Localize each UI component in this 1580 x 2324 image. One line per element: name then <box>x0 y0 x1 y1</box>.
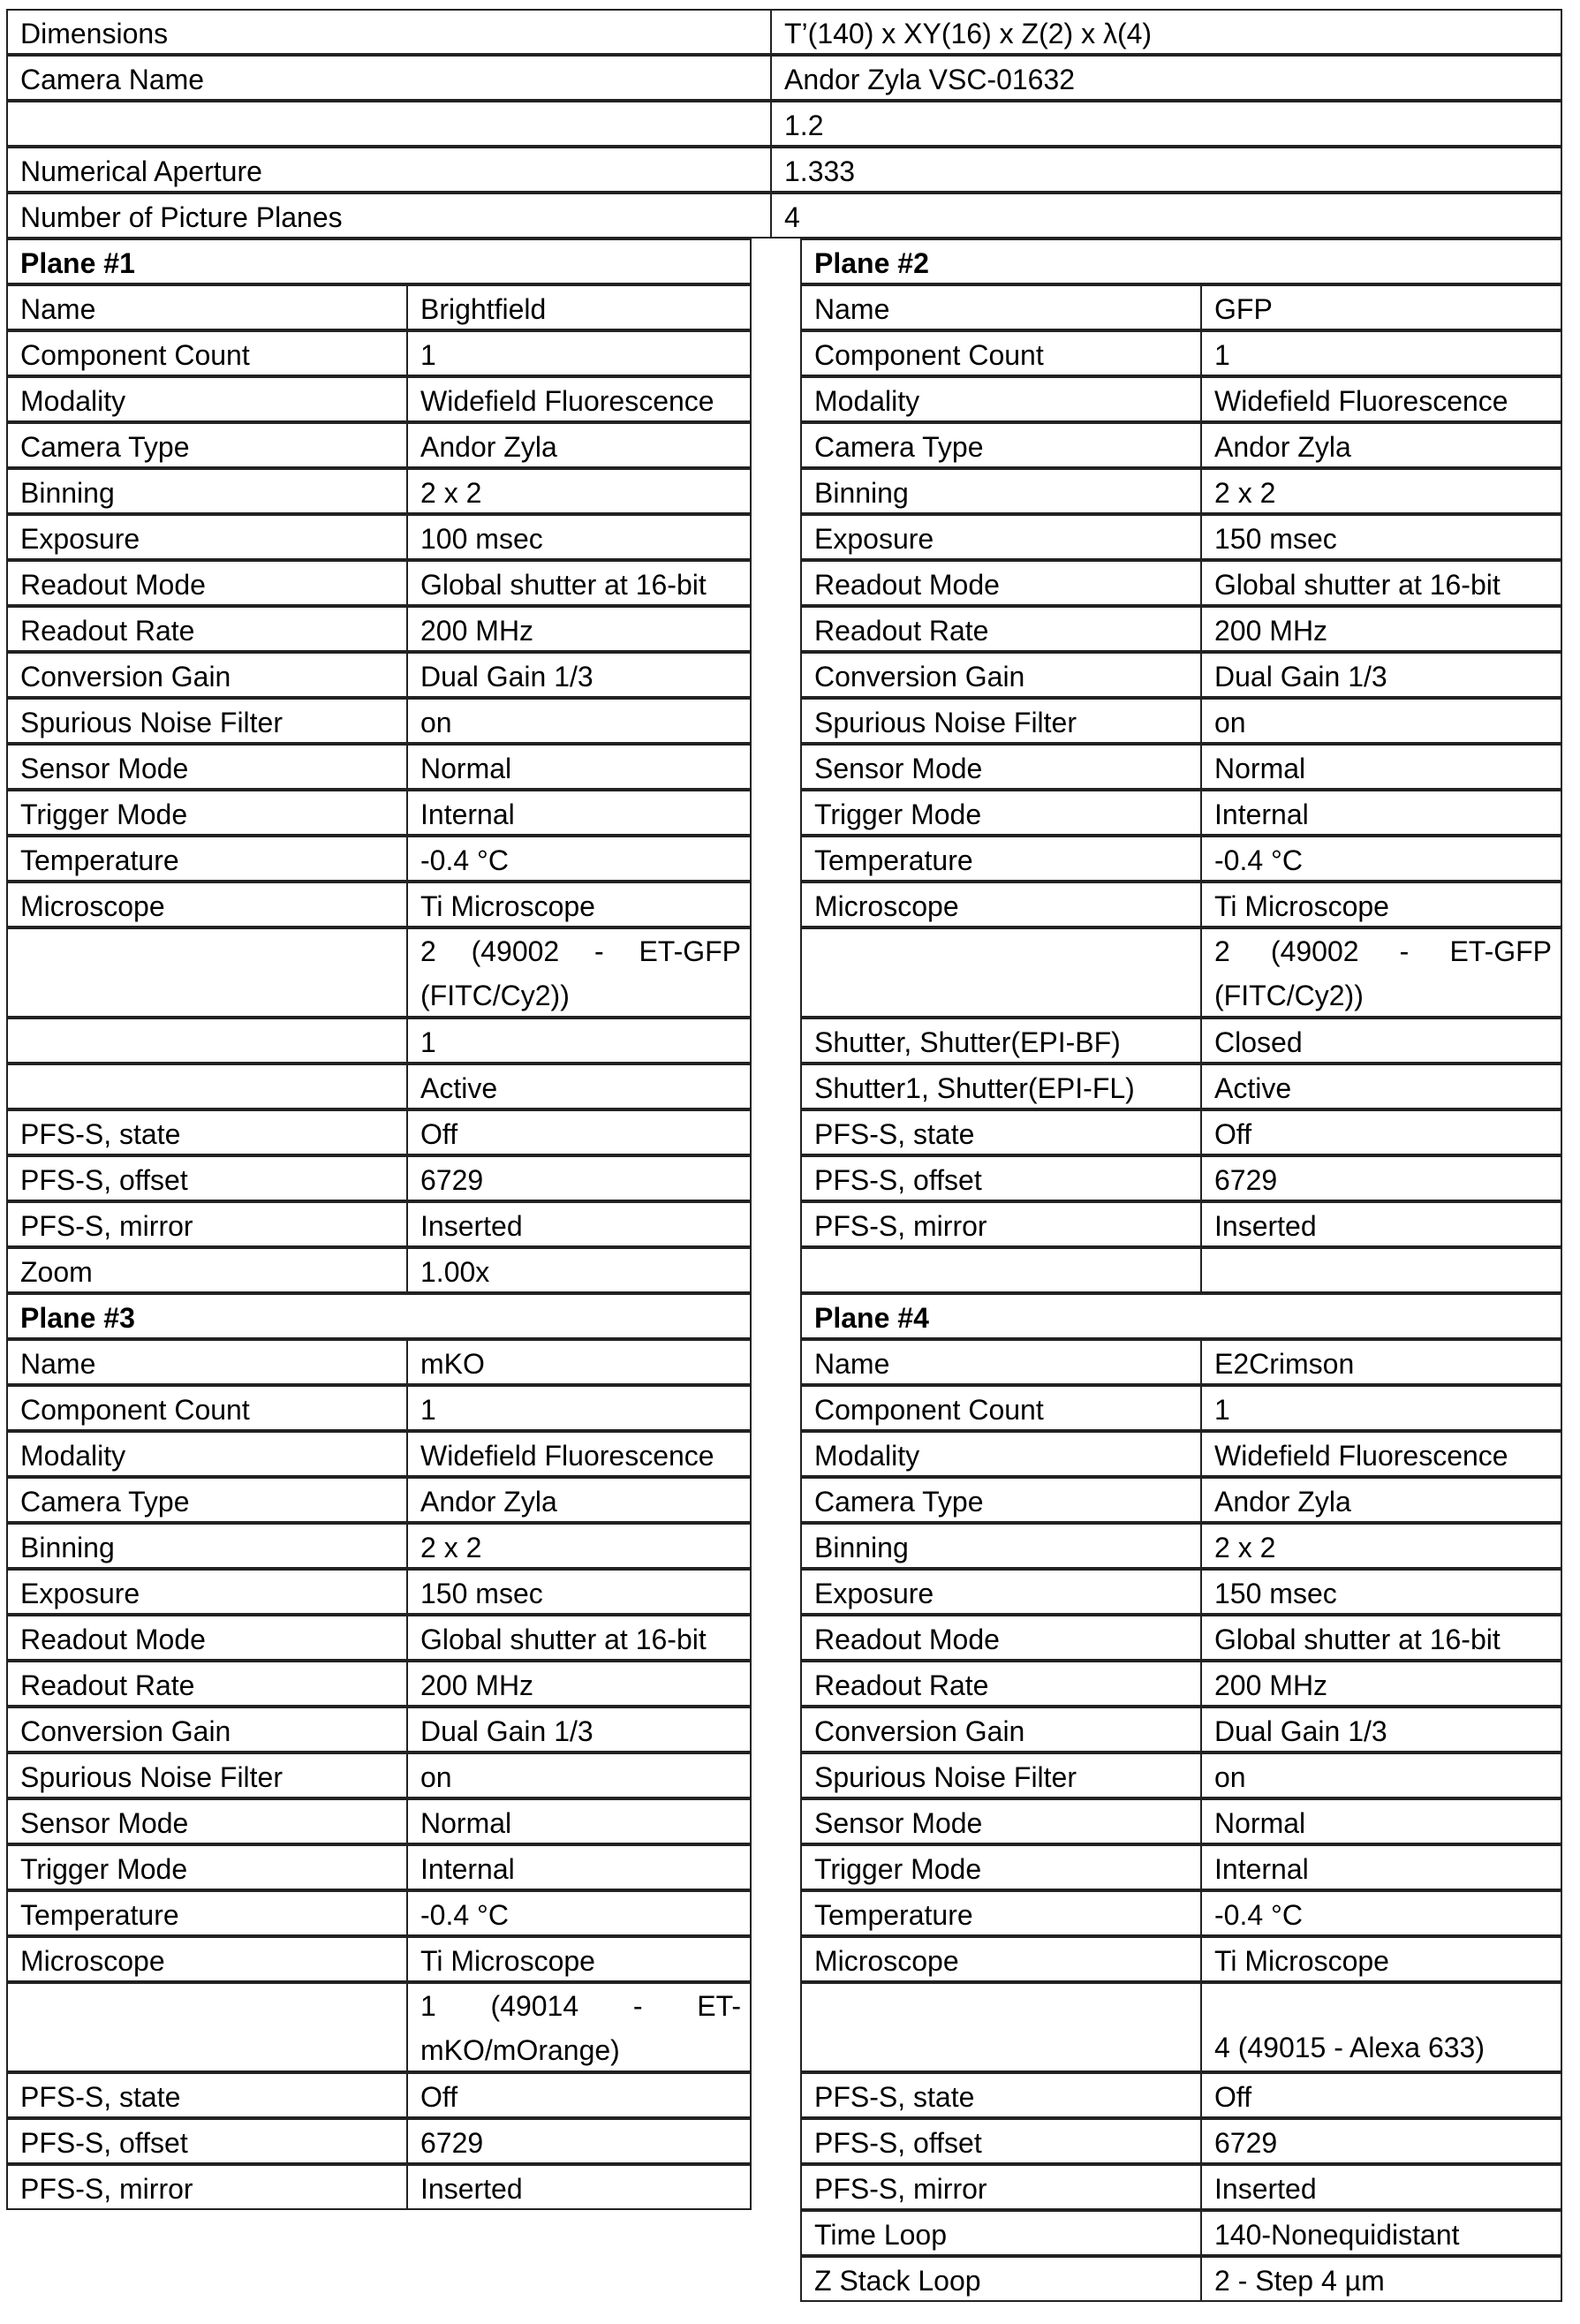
plane-row <box>6 698 752 744</box>
plane-row <box>6 1936 752 1982</box>
plane-value: 1 <box>406 1019 753 1062</box>
plane-value: Off <box>406 2074 753 2116</box>
plane-row <box>6 1385 752 1431</box>
plane-label: Readout Mode <box>814 1624 1000 1655</box>
plane-title: Plane #4 <box>814 1302 929 1334</box>
plane-value <box>1200 1984 1564 2070</box>
plane-row <box>800 1339 1562 1385</box>
plane-value: -0.4 °C <box>1200 837 1564 880</box>
plane-row <box>800 1798 1562 1844</box>
plane-row <box>800 1109 1562 1155</box>
plane-row <box>6 514 752 560</box>
plane-value: Widefield Fluorescence <box>406 378 753 420</box>
plane-label: Readout Mode <box>814 569 1000 601</box>
plane-value: Widefield Fluorescence <box>1200 378 1564 420</box>
summary-value: 1.333 <box>770 148 1564 191</box>
plane-label: Binning <box>20 1532 115 1563</box>
plane-value: 1 <box>406 1387 753 1429</box>
plane-value: 1 (49014 - ET-mKO/mOrange) <box>406 1984 753 2070</box>
plane-row <box>6 2072 752 2118</box>
plane-label: Conversion Gain <box>814 661 1025 693</box>
plane-label: Temperature <box>814 1899 973 1931</box>
plane-value: Closed <box>1200 1019 1564 1062</box>
plane-value: 200 MHz <box>406 1662 753 1705</box>
plane-row <box>800 1890 1562 1936</box>
plane-label: PFS-S, offset <box>20 1164 188 1196</box>
plane-value: 150 msec <box>1200 516 1564 558</box>
plane-row <box>6 1890 752 1936</box>
plane-row <box>6 790 752 836</box>
plane-value: Active <box>406 1065 753 1108</box>
plane-row <box>800 1385 1562 1431</box>
plane-row <box>6 1247 752 1293</box>
plane-row <box>6 1707 752 1752</box>
plane-label: Component Count <box>814 339 1044 371</box>
plane-label: Modality <box>20 385 126 417</box>
plane-row <box>6 376 752 422</box>
plane-row <box>6 330 752 376</box>
plane-value: 2 x 2 <box>406 470 753 512</box>
summary-row <box>6 55 1562 101</box>
plane-label: Microscope <box>814 1945 959 1977</box>
plane-value: Global shutter at 16-bit <box>1200 1616 1564 1659</box>
plane-row <box>6 1661 752 1707</box>
plane-value: 1 <box>1200 1387 1564 1429</box>
plane-row <box>800 1844 1562 1890</box>
plane-value: Internal <box>406 1846 753 1889</box>
plane-label: Readout Rate <box>814 1669 989 1701</box>
plane-value: GFP <box>1200 286 1564 329</box>
plane-label: Exposure <box>814 1578 934 1609</box>
plane-value: 6729 <box>1200 2120 1564 2162</box>
plane-row <box>800 1247 1562 1293</box>
plane-label: Spurious Noise Filter <box>814 1761 1077 1793</box>
plane-row <box>800 514 1562 560</box>
plane-value: Widefield Fluorescence <box>406 1433 753 1475</box>
plane-value <box>1200 1249 1564 1291</box>
plane-label: Spurious Noise Filter <box>814 707 1077 738</box>
summary-value: T’(140) x XY(16) x Z(2) x λ(4) <box>770 11 1564 53</box>
summary-label <box>8 102 770 145</box>
plane-row <box>6 422 752 468</box>
plane-value: 2 (49002 - ET-GFP (FITC/Cy2)) <box>406 929 753 1016</box>
summary-row <box>6 101 1562 147</box>
plane-value: on <box>1200 1754 1564 1797</box>
plane-value: Global shutter at 16-bit <box>406 1616 753 1659</box>
plane-value: Andor Zyla <box>1200 424 1564 466</box>
plane-value: 150 msec <box>1200 1571 1564 1613</box>
plane-value: Inserted <box>1200 2166 1564 2208</box>
plane-header-row <box>800 1293 1562 1339</box>
plane-label: Camera Type <box>814 1486 984 1518</box>
plane-row <box>6 652 752 698</box>
plane-value: 6729 <box>1200 1157 1564 1200</box>
plane-value: on <box>406 1754 753 1797</box>
plane-value: Ti Microscope <box>406 1938 753 1980</box>
plane-row <box>6 1982 752 2072</box>
plane-label: Modality <box>814 385 920 417</box>
summary-label: Dimensions <box>20 18 169 49</box>
plane-label: Spurious Noise Filter <box>20 1761 283 1793</box>
plane-value: Internal <box>1200 791 1564 834</box>
plane-value: 2 x 2 <box>1200 1525 1564 1567</box>
summary-label: Number of Picture Planes <box>20 201 343 233</box>
plane-value: Ti Microscope <box>1200 1938 1564 1980</box>
plane-row <box>800 468 1562 514</box>
plane-row <box>800 1569 1562 1615</box>
plane-row <box>800 1155 1562 1201</box>
plane-label: Z Stack Loop <box>814 2265 981 2297</box>
plane-row <box>800 330 1562 376</box>
plane-value: Andor Zyla <box>1200 1479 1564 1521</box>
plane-row <box>6 2118 752 2164</box>
plane-row <box>800 1064 1562 1109</box>
plane-value-text: 4 (49015 - Alexa 633) <box>1214 2032 1485 2063</box>
plane-label: Microscope <box>20 1945 165 1977</box>
plane-label: PFS-S, offset <box>20 2127 188 2159</box>
plane-row <box>800 1707 1562 1752</box>
plane-row <box>6 1752 752 1798</box>
plane-value: 2 (49002 - ET-GFP (FITC/Cy2)) <box>1200 929 1564 1016</box>
plane-value: Off <box>406 1111 753 1154</box>
plane-label: Trigger Mode <box>20 1853 188 1885</box>
plane-value: 2 x 2 <box>1200 470 1564 512</box>
plane-row <box>800 2210 1562 2256</box>
plane-value: 200 MHz <box>1200 608 1564 650</box>
plane-row <box>6 1109 752 1155</box>
plane-label: Temperature <box>20 1899 179 1931</box>
plane-value: 140-Nonequidistant <box>1200 2212 1564 2254</box>
plane-row <box>6 468 752 514</box>
plane-value: on <box>406 700 753 742</box>
plane-label <box>8 929 406 1016</box>
plane-label: Readout Mode <box>20 1624 206 1655</box>
plane-row <box>800 790 1562 836</box>
summary-value: Andor Zyla VSC-01632 <box>770 57 1564 99</box>
plane-label: Readout Rate <box>814 615 989 647</box>
plane-value: Widefield Fluorescence <box>1200 1433 1564 1475</box>
plane-row <box>800 1018 1562 1064</box>
plane-value: Dual Gain 1/3 <box>1200 1708 1564 1751</box>
plane-row <box>6 1339 752 1385</box>
plane-value: 2 x 2 <box>406 1525 753 1567</box>
plane-row <box>6 284 752 330</box>
plane-header-row <box>800 238 1562 284</box>
plane-header-row <box>6 238 752 284</box>
plane-value: Off <box>1200 1111 1564 1154</box>
plane-label: Camera Type <box>20 1486 190 1518</box>
plane-value: Off <box>1200 2074 1564 2116</box>
plane-row <box>6 560 752 606</box>
plane-label: Microscope <box>814 890 959 922</box>
summary-label: Camera Name <box>20 64 205 95</box>
plane-label: Component Count <box>814 1394 1044 1426</box>
plane-row <box>6 1477 752 1523</box>
plane-label: PFS-S, state <box>814 2081 975 2113</box>
plane-value: 200 MHz <box>1200 1662 1564 1705</box>
plane-label: Sensor Mode <box>20 753 189 784</box>
plane-label: Modality <box>20 1440 126 1472</box>
plane-label: PFS-S, offset <box>814 2127 982 2159</box>
plane-row <box>800 1523 1562 1569</box>
plane-row <box>6 1798 752 1844</box>
plane-row <box>800 376 1562 422</box>
plane-row <box>800 560 1562 606</box>
plane-value: -0.4 °C <box>406 837 753 880</box>
plane-value: on <box>1200 700 1564 742</box>
plane-label: Trigger Mode <box>814 799 982 830</box>
plane-value: 1 <box>406 332 753 375</box>
plane-value: -0.4 °C <box>1200 1892 1564 1934</box>
plane-row <box>6 2164 752 2210</box>
plane-label <box>802 1984 1200 2070</box>
summary-row <box>6 9 1562 55</box>
plane-label: Readout Mode <box>20 569 206 601</box>
plane-label: Trigger Mode <box>814 1853 982 1885</box>
summary-row <box>6 193 1562 238</box>
plane-label: Shutter1, Shutter(EPI-FL) <box>814 1072 1135 1104</box>
plane-row <box>800 1201 1562 1247</box>
plane-row <box>800 882 1562 927</box>
plane-value: Inserted <box>406 2166 753 2208</box>
plane-row <box>800 1661 1562 1707</box>
plane-label: Temperature <box>814 844 973 876</box>
plane-row <box>800 1615 1562 1661</box>
plane-row <box>800 1982 1562 2072</box>
plane-value: 100 msec <box>406 516 753 558</box>
plane-row <box>800 1936 1562 1982</box>
plane-label: Zoom <box>20 1256 93 1288</box>
plane-label <box>802 929 1200 1016</box>
plane-value: Inserted <box>1200 1203 1564 1245</box>
plane-label: PFS-S, mirror <box>814 2173 987 2205</box>
plane-value: Dual Gain 1/3 <box>406 1708 753 1751</box>
plane-label: Exposure <box>20 1578 140 1609</box>
plane-row <box>800 2256 1562 2302</box>
plane-label: Binning <box>814 1532 909 1563</box>
plane-row <box>6 1615 752 1661</box>
plane-row <box>800 927 1562 1018</box>
plane-label: PFS-S, mirror <box>20 2173 193 2205</box>
plane-value: Active <box>1200 1065 1564 1108</box>
plane-row <box>800 2164 1562 2210</box>
plane-label <box>8 1019 406 1062</box>
plane-row <box>800 652 1562 698</box>
plane-row <box>800 284 1562 330</box>
plane-value: 1.00x <box>406 1249 753 1291</box>
plane-value: Inserted <box>406 1203 753 1245</box>
plane-row <box>800 1431 1562 1477</box>
plane-row <box>6 1523 752 1569</box>
plane-label: Name <box>20 1348 96 1380</box>
plane-label: Exposure <box>814 523 934 555</box>
plane-value: Dual Gain 1/3 <box>1200 654 1564 696</box>
plane-value: Global shutter at 16-bit <box>406 562 753 604</box>
plane-row <box>800 422 1562 468</box>
plane-value: 2 - Step 4 µm <box>1200 2258 1564 2300</box>
plane-value: 6729 <box>406 2120 753 2162</box>
plane-value: Global shutter at 16-bit <box>1200 562 1564 604</box>
plane-label: PFS-S, state <box>814 1118 975 1150</box>
plane-title: Plane #1 <box>20 247 135 279</box>
plane-value: -0.4 °C <box>406 1892 753 1934</box>
plane-title: Plane #2 <box>814 247 929 279</box>
plane-row <box>6 927 752 1018</box>
plane-label: Readout Rate <box>20 615 195 647</box>
plane-value: Ti Microscope <box>406 883 753 926</box>
plane-label: Name <box>20 293 96 325</box>
plane-row <box>6 1064 752 1109</box>
plane-label: PFS-S, mirror <box>814 1210 987 1242</box>
plane-row <box>6 1018 752 1064</box>
plane-label: Spurious Noise Filter <box>20 707 283 738</box>
summary-value: 4 <box>770 194 1564 237</box>
plane-label <box>802 1249 1200 1291</box>
plane-label: Sensor Mode <box>814 753 983 784</box>
plane-label: Name <box>814 1348 890 1380</box>
plane-value: Internal <box>1200 1846 1564 1889</box>
plane-label: Modality <box>814 1440 920 1472</box>
plane-label: Camera Type <box>20 431 190 463</box>
plane-label: Conversion Gain <box>20 661 231 693</box>
plane-label: Shutter, Shutter(EPI-BF) <box>814 1026 1121 1058</box>
plane-value: Normal <box>1200 1800 1564 1843</box>
plane-row <box>6 744 752 790</box>
summary-label: Numerical Aperture <box>20 155 262 187</box>
plane-value: Internal <box>406 791 753 834</box>
plane-row <box>6 1569 752 1615</box>
plane-value: 6729 <box>406 1157 753 1200</box>
plane-label: Time Loop <box>814 2219 947 2251</box>
plane-value: 200 MHz <box>406 608 753 650</box>
plane-header-row <box>6 1293 752 1339</box>
plane-label: Temperature <box>20 844 179 876</box>
plane-label: Conversion Gain <box>20 1715 231 1747</box>
plane-row <box>800 1477 1562 1523</box>
summary-value: 1.2 <box>770 102 1564 145</box>
plane-value: Normal <box>406 1800 753 1843</box>
plane-value: 150 msec <box>406 1571 753 1613</box>
plane-row <box>800 606 1562 652</box>
plane-value: Normal <box>1200 746 1564 788</box>
plane-row <box>800 1752 1562 1798</box>
plane-label: PFS-S, mirror <box>20 1210 193 1242</box>
plane-label: PFS-S, offset <box>814 1164 982 1196</box>
plane-label: Binning <box>814 477 909 509</box>
plane-label: Component Count <box>20 1394 250 1426</box>
plane-label: Component Count <box>20 339 250 371</box>
plane-row <box>800 2072 1562 2118</box>
plane-row <box>6 1201 752 1247</box>
plane-label: PFS-S, state <box>20 1118 181 1150</box>
plane-row <box>800 698 1562 744</box>
plane-value: Ti Microscope <box>1200 883 1564 926</box>
plane-value: E2Crimson <box>1200 1341 1564 1383</box>
plane-row <box>800 2118 1562 2164</box>
plane-row <box>6 882 752 927</box>
plane-value: 1 <box>1200 332 1564 375</box>
plane-label: PFS-S, state <box>20 2081 181 2113</box>
plane-label: Camera Type <box>814 431 984 463</box>
plane-label: Microscope <box>20 890 165 922</box>
plane-label: Conversion Gain <box>814 1715 1025 1747</box>
plane-row <box>800 836 1562 882</box>
plane-label: Readout Rate <box>20 1669 195 1701</box>
plane-value: mKO <box>406 1341 753 1383</box>
summary-row <box>6 147 1562 193</box>
plane-label: Name <box>814 293 890 325</box>
plane-label: Trigger Mode <box>20 799 188 830</box>
plane-row <box>800 744 1562 790</box>
plane-row <box>6 606 752 652</box>
plane-row <box>6 1155 752 1201</box>
plane-value: Andor Zyla <box>406 424 753 466</box>
plane-value: Andor Zyla <box>406 1479 753 1521</box>
plane-label: Sensor Mode <box>20 1807 189 1839</box>
plane-label: Sensor Mode <box>814 1807 983 1839</box>
plane-row <box>6 836 752 882</box>
plane-label: Binning <box>20 477 115 509</box>
plane-row <box>6 1844 752 1890</box>
plane-title: Plane #3 <box>20 1302 135 1334</box>
plane-row <box>6 1431 752 1477</box>
plane-value: Dual Gain 1/3 <box>406 654 753 696</box>
plane-value: Normal <box>406 746 753 788</box>
plane-value: Brightfield <box>406 286 753 329</box>
plane-label: Exposure <box>20 523 140 555</box>
plane-label <box>8 1065 406 1108</box>
plane-label <box>8 1984 406 2070</box>
